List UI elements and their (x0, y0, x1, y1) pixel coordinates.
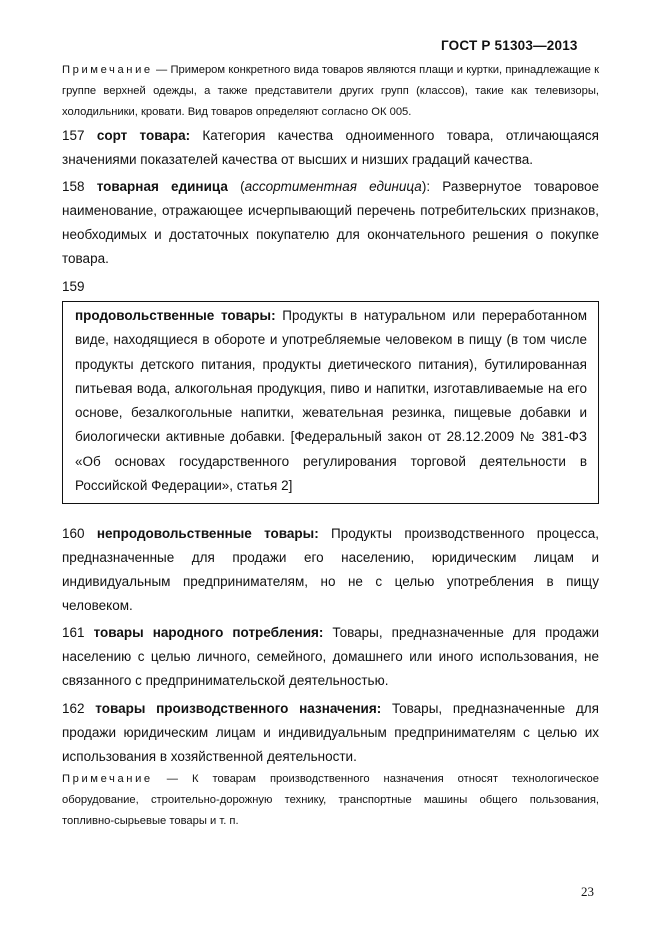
term-paren-open: ( (227, 179, 245, 194)
term-name: сорт товара: (96, 128, 191, 143)
page-number: 23 (581, 884, 594, 899)
term-160 (62, 522, 599, 618)
note-text: — К товарам производственного назначения относят технологическое оборудование, строительно-дорожную технику, транспортные машины общего пользования, топливно-сырьевые товары и т. п. (62, 773, 599, 827)
term-definition: Продукты в натуральном или переработанном виде, находящиеся в обороте и употребляемые человеком в пищу (в том числе продукты детского питания, продукты диетического питания), бутилированная питьевая вода, алкогольная продукция, пиво и напитки, изготавливаемые на его основе, безалкогольные напитки, жевательная резинка, пищевые добавки и биологически активные добавки. (75, 308, 588, 445)
term-158 (62, 175, 599, 271)
term-number: 161 (62, 625, 94, 640)
term-name: продовольственные товары: (75, 308, 276, 323)
term-definition: Категория качества одноименного товара, отличающаяся значениями показателей качества от высших и низших градаций качества. (62, 128, 599, 167)
term-157 (62, 124, 599, 172)
note-dash: — (152, 64, 171, 76)
term-159-number: 159 (62, 279, 85, 294)
term-number: 162 (62, 701, 96, 716)
term-162 (62, 697, 599, 769)
note-top (62, 60, 599, 123)
note-label: Примечание (62, 64, 153, 76)
term-definition: Продукты производственного процесса, предназначенные для продажи его населению, юридическим лицам и индивидуальным предпринимателям, но не с целью употребления в пищу человеком. (62, 526, 599, 613)
term-definition: ): Развернутое товаровое наименование, отражающее исчерпывающий перечень потребительских признаков, необходимых и достаточных покупателю для окончательного решения о покупке товара. (62, 179, 600, 266)
term-name: товары производственного назначения: (95, 701, 382, 716)
term-159-content (75, 304, 587, 498)
term-161 (62, 621, 599, 693)
document-code: ГОСТ Р 51303—2013 (441, 38, 578, 53)
term-number: 160 (62, 526, 97, 541)
term-definition: Товары, предназначенные для продажи юридическим лицам и индивидуальным предпринимателям с целью их использования в хозяйственной деятельности. (62, 701, 599, 764)
term-source: [Федеральный закон от 28.12.2009 № 381-ФЗ «Об основах государственного регулирования торговой деятельности в Российской Федерации», статья 2] (75, 429, 587, 494)
note-label: Примечание (62, 773, 153, 785)
term-name: непродовольственные товары: (96, 526, 319, 541)
note-text: Примером конкретного вида товаров являются плащи и куртки, принадлежащие к группе верхней одежды, а также представители других групп (классов), такие как телевизоры, холодильники, кровати. Вид товаров определяют согласно ОК 005. (62, 64, 599, 118)
note-bottom (62, 769, 599, 832)
term-synonym: ассортиментная единица (244, 179, 422, 194)
term-159-box (62, 301, 599, 504)
term-number: 158 (62, 179, 97, 194)
term-definition: Товары, предназначенные для продажи населению с целью личного, семейного, домашнего или иного использования, не связанного с предпринимательской деятельностью. (62, 625, 600, 688)
term-name: товарная единица (96, 179, 228, 194)
term-number: 157 (62, 128, 97, 143)
term-name: товары народного потребления: (93, 625, 324, 640)
